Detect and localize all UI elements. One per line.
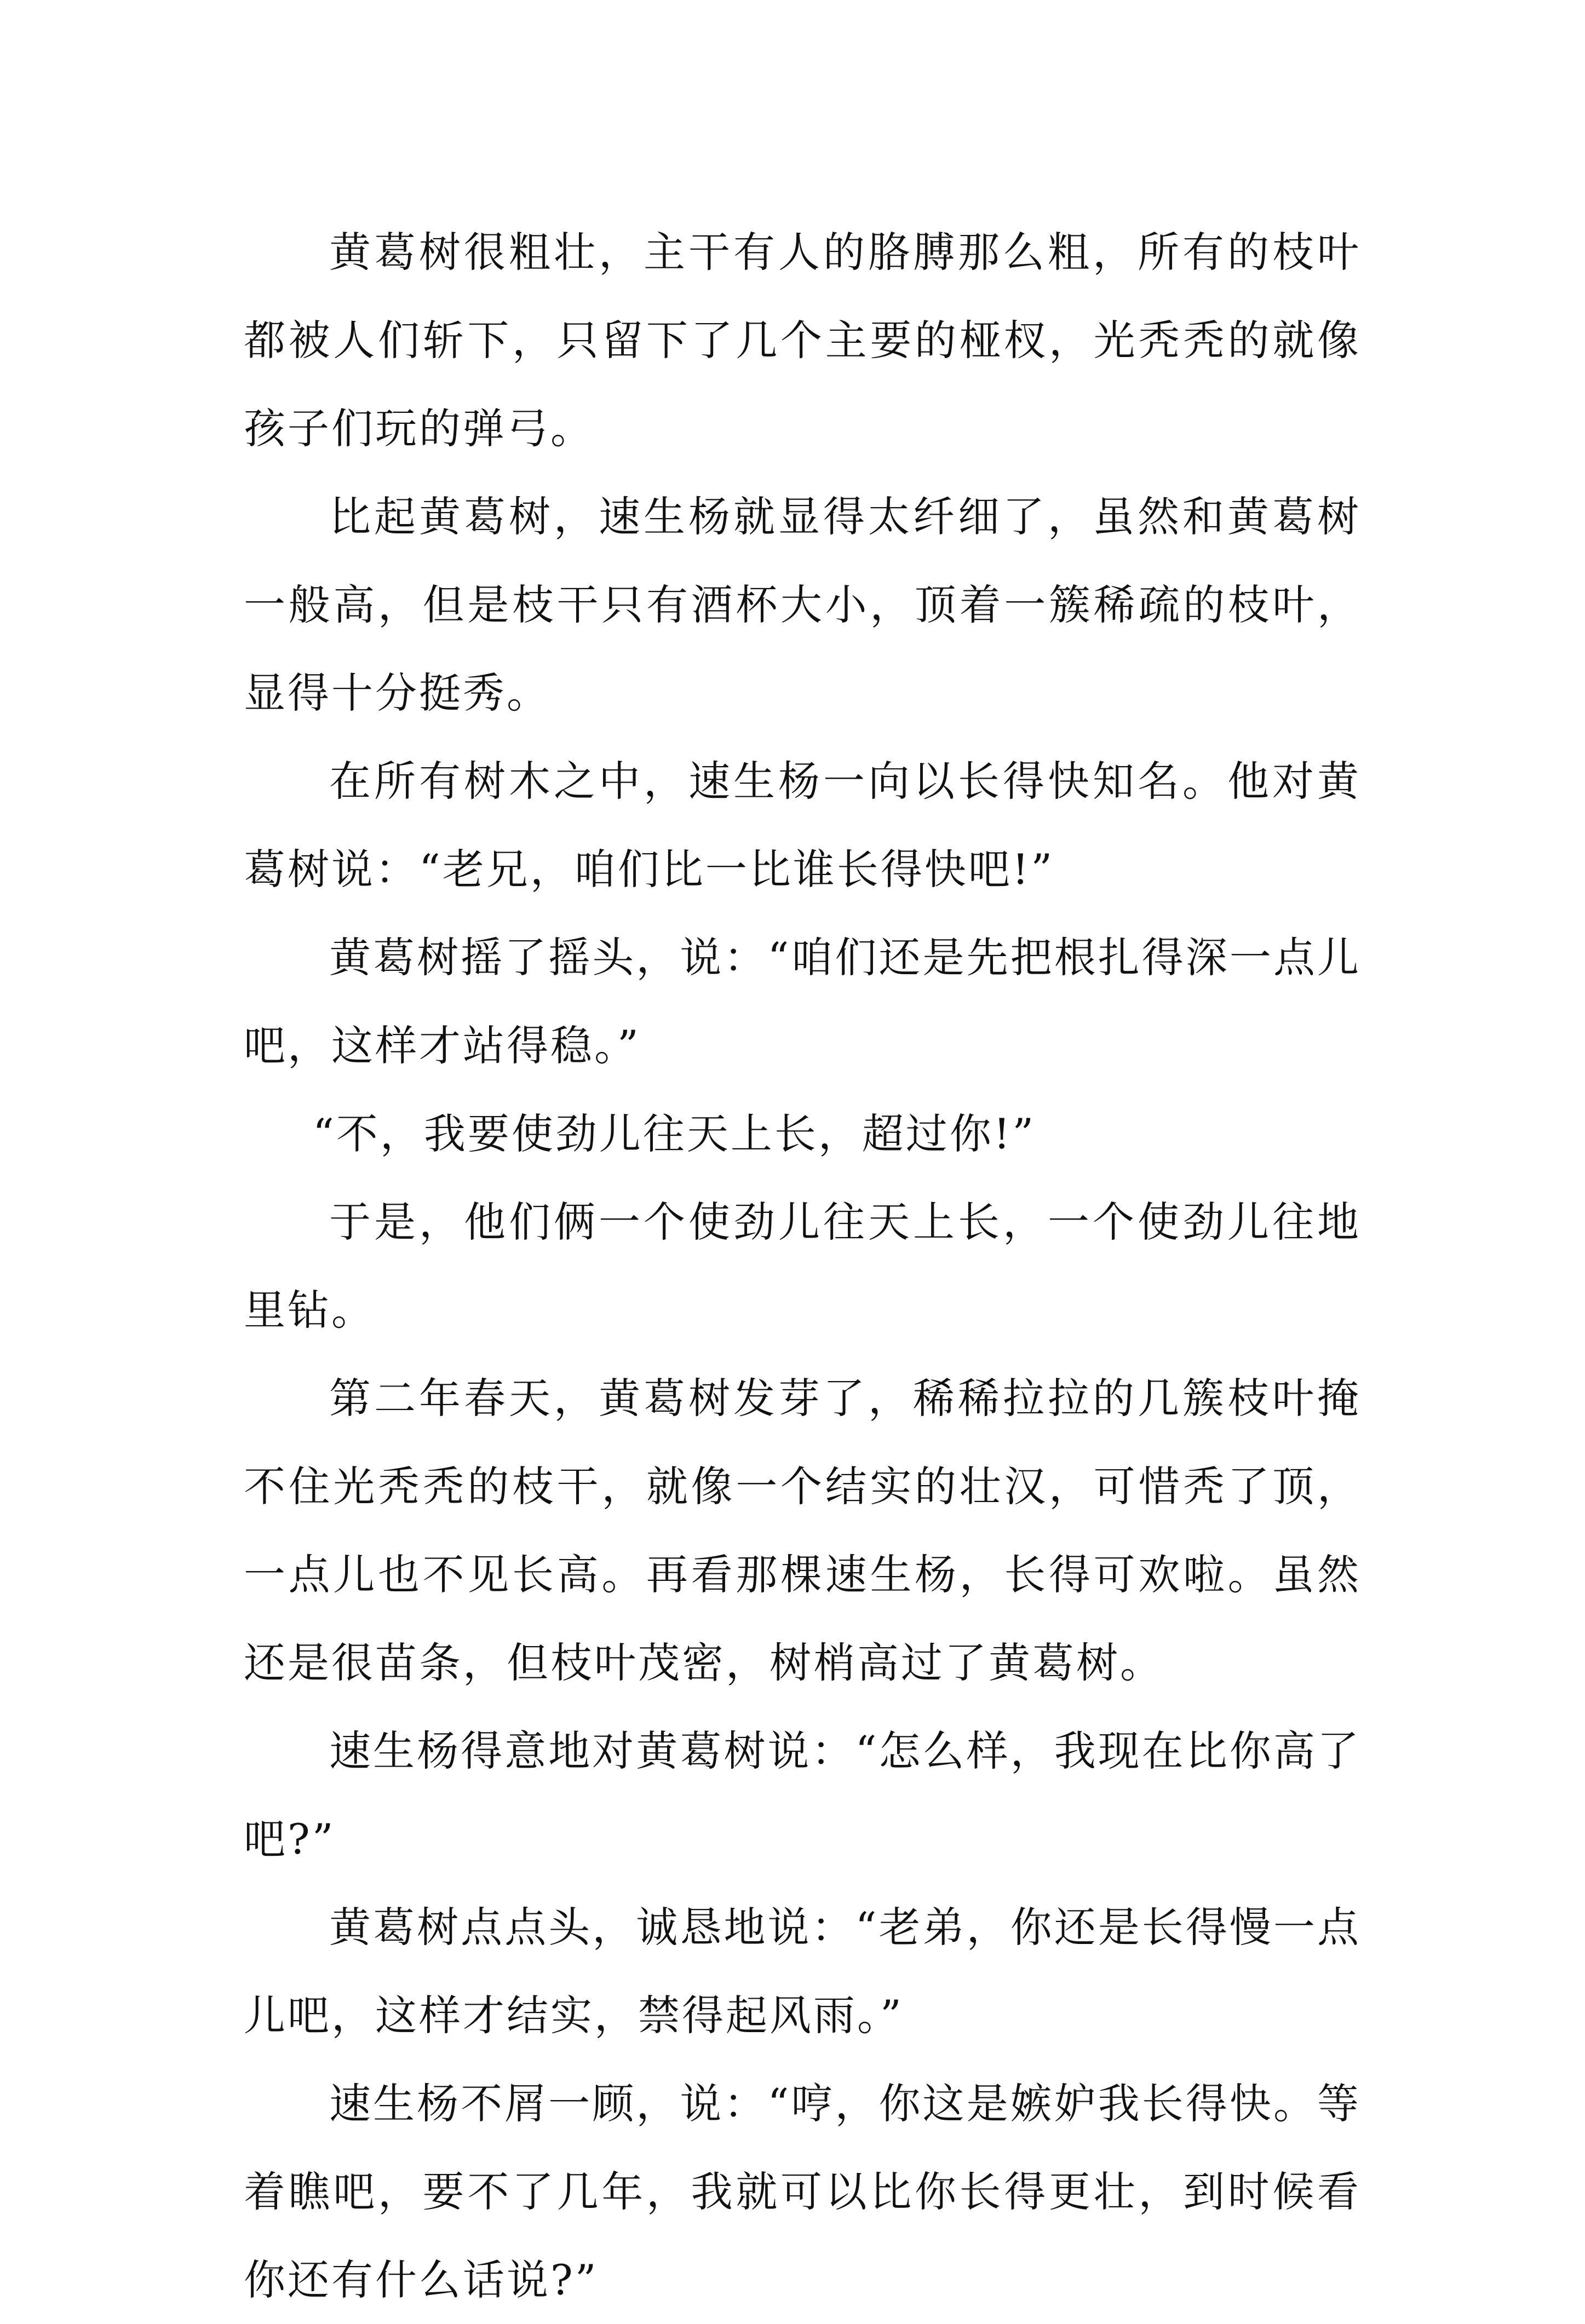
paragraph-7: 第二年春天，黄葛树发芽了，稀稀拉拉的几簇枝叶掩不住光秃秃的枝干，就像一个结实的壮汉，可惜秃了顶，一点儿也不见长高。再看那棵速生杨，长得可欢啦。虽然还是很苗条，但枝叶茂密，树梢高过了黄葛树。 — [244, 1374, 1361, 1687]
paragraph-10: 速生杨不屑一顾，说：“哼，你这是嫉妒我长得快。等着瞧吧，要不了几年，我就可以比你长得更壮，到时候看你还有什么话说?” — [244, 2079, 1361, 2304]
paragraph-5: “不，我要使劲儿往天上长，超过你!” — [313, 1109, 1036, 1158]
paragraph-1: 黄葛树很粗壮，主干有人的胳膊那么粗，所有的枝叶都被人们斩下，只留下了几个主要的桠杈，光秃秃的就像孩子们玩的弹弓。 — [244, 228, 1361, 453]
paragraph-8: 速生杨得意地对黄葛树说：“怎么样，我现在比你高了吧?” — [244, 1727, 1361, 1863]
paragraph-4: 黄葛树摇了摇头，说：“咱们还是先把根扎得深一点儿吧，这样才站得稳。” — [244, 933, 1361, 1070]
paragraph-3: 在所有树木之中，速生杨一向以长得快知名。他对黄葛树说：“老兄，咱们比一比谁长得快吧!” — [244, 757, 1361, 894]
paragraph-6: 于是，他们俩一个使劲儿往天上长，一个使劲儿往地里钻。 — [244, 1198, 1361, 1334]
paragraph-2: 比起黄葛树，速生杨就显得太纤细了，虽然和黄葛树一般高，但是枝干只有酒杯大小，顶着一簇稀疏的枝叶，显得十分挺秀。 — [244, 492, 1361, 717]
story-body — [244, 208, 1361, 2324]
paragraph-9: 黄葛树点点头，诚恳地说：“老弟，你还是长得慢一点儿吧，这样才结实，禁得起风雨。” — [244, 1903, 1361, 2040]
